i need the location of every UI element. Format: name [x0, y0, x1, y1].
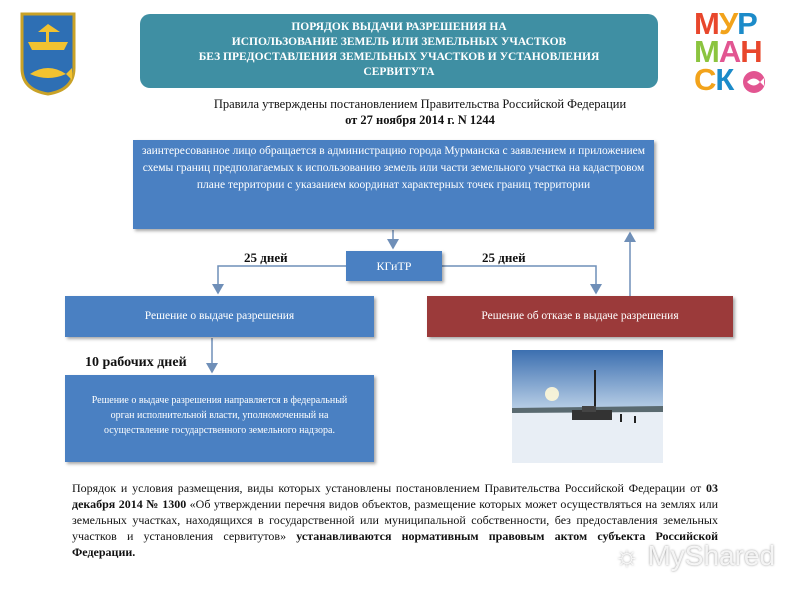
- logo-line-3: [694, 62, 794, 97]
- work-days-label: 10 рабочих дней: [85, 355, 187, 370]
- grant-decision-box: Решение о выдаче разрешения: [65, 296, 374, 337]
- logo-letter: К: [715, 62, 734, 97]
- title-line: БЕЗ ПРЕДОСТАВЛЕНИЯ ЗЕМЕЛЬНЫХ УЧАСТКОВ И УСТАНОВЛЕНИЯ: [198, 51, 600, 63]
- rules-reference: [160, 96, 680, 128]
- logo-letter: А: [718, 34, 741, 69]
- watermark: [614, 540, 786, 572]
- days-right-label: 25 дней: [482, 250, 526, 265]
- logo-letter: М: [694, 34, 719, 69]
- logo-letter: Н: [740, 34, 762, 69]
- days-left-label: 25 дней: [244, 250, 288, 265]
- city-emblem: [20, 12, 76, 96]
- title-line: СЕРВИТУТА: [363, 66, 435, 78]
- logo-letter: М: [694, 6, 719, 41]
- rules-line: Правила утверждены постановлением Правительства Российской Федерации: [213, 97, 627, 111]
- rules-date: от 27 ноября 2014 г. N 1244: [345, 113, 495, 127]
- logo-letter: С: [694, 62, 716, 97]
- drilling-rig-photo: [512, 350, 663, 463]
- logo-letter: Р: [737, 6, 757, 41]
- logo-letter: У: [718, 6, 738, 41]
- refuse-decision-box: Решение об отказе в выдаче разрешения: [427, 296, 733, 337]
- title-line: ИСПОЛЬЗОВАНИЕ ЗЕМЕЛЬ ИЛИ ЗЕМЕЛЬНЫХ УЧАСТКОВ: [231, 36, 567, 48]
- bottom-text-part: «Об утверждении перечня видов объектов, размещение которых может осуществляться на землях или земельных участках, находящихся в государственной или муниципальной собственности, без предоставления земельных участков и установления сервитутов»: [72, 497, 718, 543]
- fish-icon: [741, 70, 767, 94]
- applicant-step-box: заинтересованное лицо обращается в администрацию города Мурманска с заявлением и приложением схемы границ предполагаемых к использованию земель или части земельного участка на кадастровом плане территории с указанием координат характерных точек границ территории: [133, 140, 654, 229]
- bottom-conclusion: устанавливаются нормативным правовым актом субъекта Российской Федерации.: [72, 529, 718, 559]
- murmansk-logo: [694, 6, 794, 98]
- kgitr-box: КГиТР: [346, 251, 442, 281]
- title-line: ПОРЯДОК ВЫДАЧИ РАЗРЕШЕНИЯ НА: [291, 21, 507, 33]
- watermark-text: MyShared: [647, 540, 776, 571]
- watermark-icon: ☼: [614, 540, 648, 571]
- arrow-to-grant: [218, 266, 346, 293]
- arrow-to-refuse: [442, 266, 596, 293]
- bottom-text-part: Порядок и условия размещения, виды которых установлены постановлением Правительства Российской Федерации от: [72, 481, 706, 495]
- sent-to-authority-box: Решение о выдаче разрешения направляется в федеральный орган исполнительной власти, уполномоченный на осуществление государственного земельного надзора.: [65, 375, 374, 462]
- bottom-decree-date: 03 декабря 2014 № 1300: [72, 481, 718, 511]
- page-title-box: [140, 14, 658, 88]
